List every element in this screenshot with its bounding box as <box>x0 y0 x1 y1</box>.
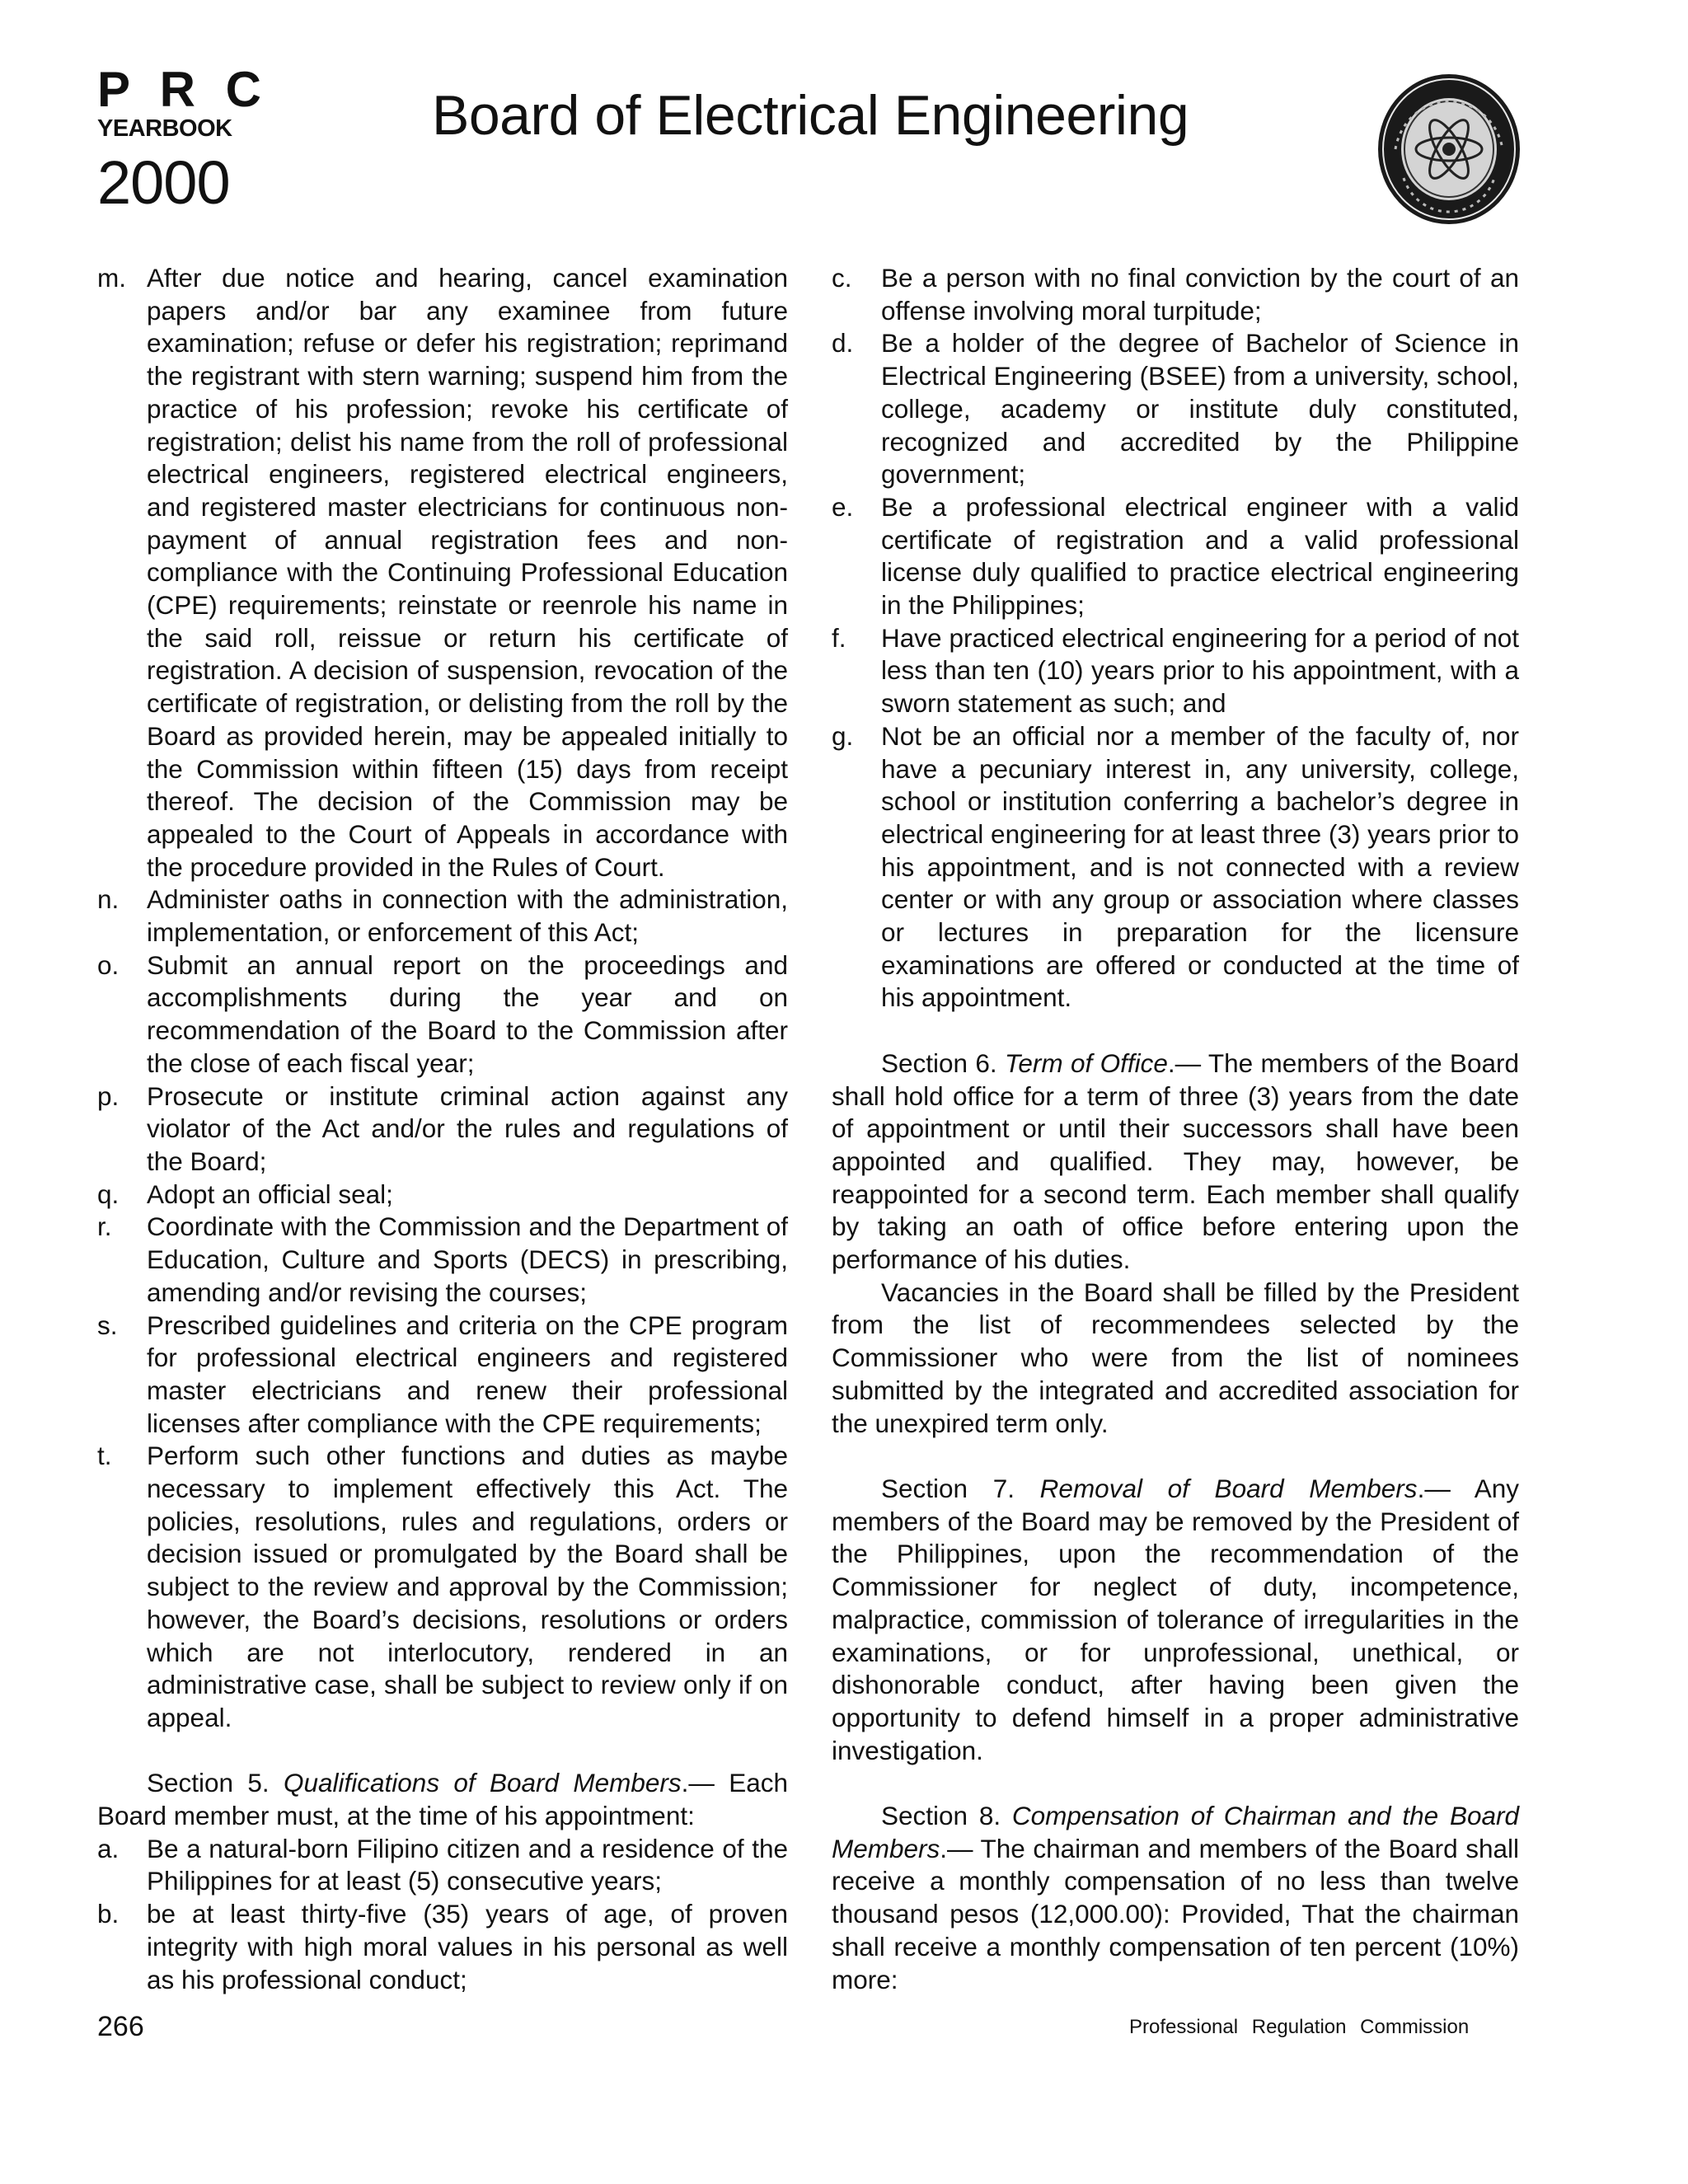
list-letter: f. <box>832 622 846 653</box>
spacer <box>97 1735 788 1768</box>
list-text: Be a professional electrical engineer with a valid certificate of registration and a valid professional license duly qualified to practice electrical engineering in the Philippines; <box>881 491 1519 621</box>
brand-year: 2000 <box>97 148 230 217</box>
prc-seal-logo <box>1375 71 1523 227</box>
right-column <box>832 262 1519 1996</box>
page-number: 266 <box>97 2011 144 2042</box>
list-item <box>97 1211 788 1309</box>
list-letter: d. <box>832 328 854 359</box>
list-item <box>97 1898 788 1996</box>
list-letter: m. <box>97 263 126 293</box>
section-8-paragraph <box>832 1800 1519 1996</box>
list-text: Prosecute or institute criminal action against any violator of the Act and/or the rules and regulations of the Board; <box>147 1080 788 1176</box>
list-text: Coordinate with the Commission and the Department of Education, Culture and Sports (DECS) in prescribing, amending and/or revising the courses; <box>147 1212 788 1307</box>
list-letter: o. <box>97 949 120 980</box>
list-item <box>97 1080 788 1179</box>
list-text: Be a natural-born Filipino citizen and a residence of the Philippines for at least (5) consecutive years; <box>147 1833 788 1896</box>
list-item <box>97 1179 788 1212</box>
section-6-paragraph-2: Vacancies in the Board shall be filled by the President from the list of recommendees selected by the Commissioner who were from the list of nominees submitted by the integrated and accredited association for the unexpired term only. <box>832 1277 1519 1438</box>
list-item <box>832 491 1519 622</box>
list-text: Perform such other functions and duties as maybe necessary to implement effectively this Act. The policies, resolutions, rules and regulations, orders or decision issued or promulgated by the Board shall be subject to the review and approval by the Commission; however, the Board’s decisions, resolutions or orders which are not interlocutory, rendered in an administrative case, shall be subject to review only if on appeal. <box>147 1441 788 1732</box>
list-text: Adopt an official seal; <box>147 1179 393 1209</box>
list-text: Be a holder of the degree of Bachelor of Science in Electrical Engineering (BSEE) from a university, school, college, academy or institute duly constituted, recognized and accredited by the Philippine government; <box>881 328 1519 490</box>
section-6-text: .— The members of the Board shall hold office for a term of three (3) years from the date of appointment or until their successors shall have been appointed and qualified. They may, however, be reappointed for a second term. Each member shall qualify by taking an oath of office before entering upon the performance of his duties. <box>832 1047 1519 1275</box>
list-item <box>97 1310 788 1441</box>
list-item <box>97 883 788 949</box>
list-text: Not be an official nor a member of the faculty of, nor have a pecuniary interest in, any university, college, school or institution conferring a bachelor’s degree in electrical engineering for at least three (3) years prior to his appointment, and is not connected with a review center or with any group or association where classes or lectures in preparation for the licensure examinations are offered or conducted at the time of his appointment. <box>881 720 1519 1013</box>
section-5-text: .— Each Board member must, at the time of his appointment: <box>97 1768 789 1831</box>
list-letter: g. <box>832 720 854 751</box>
list-text: Have practiced electrical engineering for a period of not less than ten (10) years prior to his appointment, with a sworn statement as such; and <box>881 622 1519 719</box>
section-6-heading: Term of Office <box>1005 1047 1168 1078</box>
section-6-label: Section 6. <box>881 1047 1006 1078</box>
list-text: Be a person with no final conviction by the court of an offense involving moral turpitude; <box>881 263 1519 326</box>
list-letter: n. <box>97 884 120 915</box>
section-5-paragraph <box>97 1767 788 1832</box>
section-7-heading: Removal of Board Members <box>1039 1473 1418 1503</box>
section-8-text: .— The chairman and members of the Board shall receive a monthly compensation of no less than twelve thousand pesos (12,000.00): Provided, That the chairman shall receive a monthly compensation of ten percent (10%) more: <box>832 1833 1519 1994</box>
list-letter: c. <box>832 263 852 293</box>
list-letter: a. <box>97 1833 120 1863</box>
list-item <box>832 720 1519 1015</box>
list-text: Submit an annual report on the proceedings and accomplishments during the year and on recommendation of the Board to the Commission after the close of each fiscal year; <box>147 949 788 1078</box>
section-6-paragraph <box>832 1047 1519 1277</box>
list-item <box>97 1833 788 1898</box>
section-7-label: Section 7. <box>881 1473 1040 1503</box>
page-title: Board of Electrical Engineering <box>432 84 1189 147</box>
brand-prc: P R C <box>97 62 270 117</box>
section-5-label: Section 5. <box>147 1768 284 1798</box>
list-item <box>832 622 1519 720</box>
prc-yearbook-brand <box>97 64 270 218</box>
spacer <box>832 1767 1519 1800</box>
list-item <box>832 327 1519 491</box>
section-8-heading: Compensation of Chairman and the Board Members <box>832 1801 1519 1863</box>
list-text: Administer oaths in connection with the administration, implementation, or enforcement of this Act; <box>147 884 788 948</box>
list-letter: e. <box>832 491 854 522</box>
list-item <box>832 262 1519 327</box>
section-7-text: .— Any members of the Board may be removed by the President of the Philippines, upon the recommendation of the Commissioner for neglect of duty, incompetence, malpractice, commission of tolerance of irregularities in the examinations, or for unprofessional, unethical, or dishonorable conduct, after having been given the opportunity to defend himself in a proper administrative investigation. <box>832 1473 1520 1765</box>
list-letter: b. <box>97 1899 120 1929</box>
spacer <box>832 1015 1519 1047</box>
list-letter: p. <box>97 1080 120 1111</box>
list-text: After due notice and hearing, cancel examination papers and/or bar any examinee from future examination; refuse or defer his registration; reprimand the registrant with stern warning; suspend him from the practice of his profession; revoke his certificate of registration; delist his name from the roll of professional electrical engineers, registered electrical engineers, and registered master electricians for continuous non-payment of annual registration fees and non-compliance with the Continuing Professional Education (CPE) requirements; reinstate or reenrole his name in the said roll, reissue or return his certificate of registration. A decision of suspension, revocation of the certificate of registration, or delisting from the roll by the Board as provided herein, may be appealed initially to the Commission within fifteen (15) days from receipt thereof. The decision of the Commission may be appealed to the Court of Appeals in accordance with the procedure provided in the Rules of Court. <box>147 263 788 882</box>
list-text: be at least thirty-five (35) years of age, of proven integrity with high moral values in his personal as well as his professional conduct; <box>147 1899 788 1994</box>
left-column <box>97 262 788 1996</box>
list-text: Prescribed guidelines and criteria on the CPE program for professional electrical engineers and registered master electricians and renew their professional licenses after compliance with the CPE requirements; <box>147 1310 788 1438</box>
section-5-heading: Qualifications of Board Members <box>283 1768 682 1798</box>
brand-yearbook: YEARBOOK <box>97 115 232 142</box>
list-letter: r. <box>97 1212 112 1242</box>
list-item <box>97 949 788 1080</box>
spacer <box>832 1440 1519 1473</box>
list-letter: s. <box>97 1310 118 1340</box>
footer-organization: Professional Regulation Commission <box>1129 2016 1470 2038</box>
list-item <box>97 262 788 883</box>
section-8-label: Section 8. <box>881 1801 1012 1830</box>
list-item <box>97 1440 788 1734</box>
list-letter: q. <box>97 1179 120 1209</box>
list-letter: t. <box>97 1441 112 1471</box>
section-7-paragraph <box>832 1473 1519 1767</box>
